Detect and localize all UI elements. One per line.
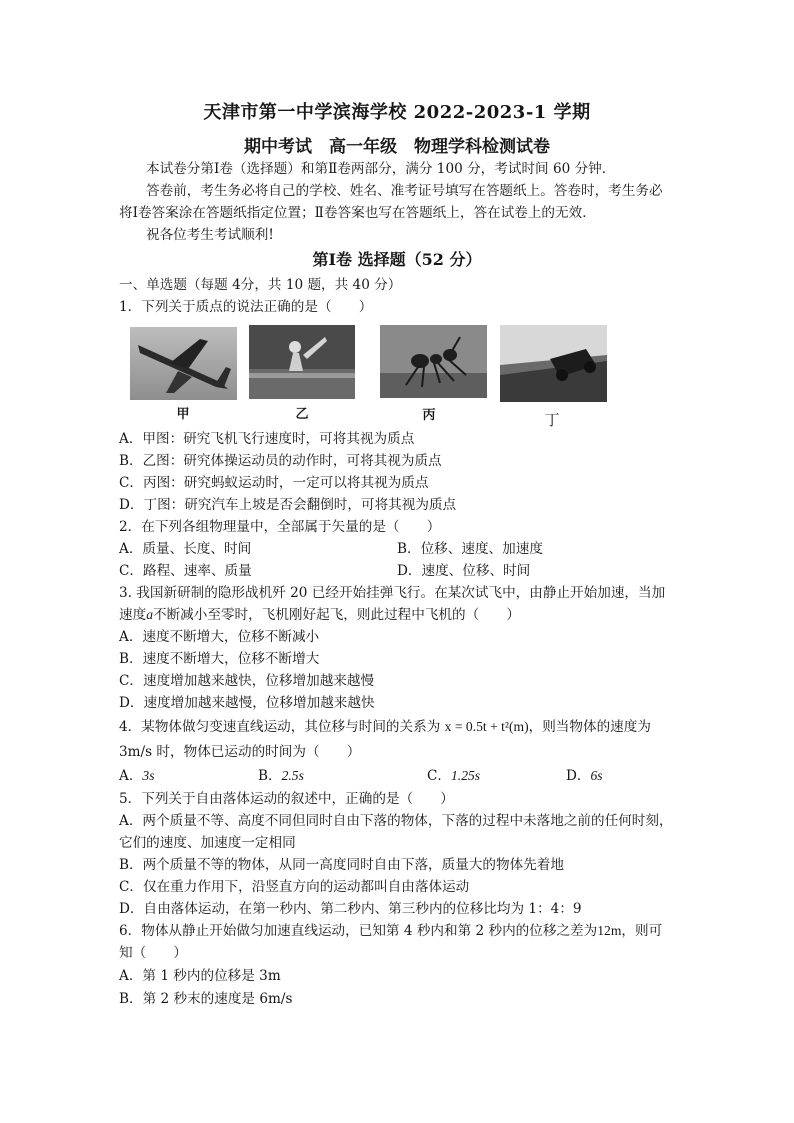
q5-option-c: C．仅在重力作用下，沿竖直方向的运动都叫自由落体运动 bbox=[119, 879, 470, 895]
photo-ant bbox=[380, 325, 487, 398]
caption-bing: 丙 bbox=[422, 408, 436, 423]
q6-stem-line2: 知（ ） bbox=[119, 945, 187, 961]
q6-stem-line1: 6．物体从静止开始做匀加速直线运动，已知第 4 秒内和第 2 秒内的位移之差为12m，则可 bbox=[119, 923, 663, 939]
q1-option-b: B．乙图：研究体操运动员的动作时，可将其视为质点 bbox=[119, 453, 442, 469]
q6-option-a: A．第 1 秒内的位移是 3m bbox=[119, 968, 281, 984]
q3-option-b: B．速度不断增大，位移不断增大 bbox=[119, 651, 320, 667]
q5-option-a-line2: 它们的速度、加速度一定相同 bbox=[119, 835, 296, 851]
exam-title-line2: 期中考试 高一年级 物理学科检测试卷 bbox=[244, 137, 550, 157]
q4-stem-line1: 4．某物体做匀变速直线运动，其位移与时间的关系为 x = 0.5t + t²(m)，则当物体的速度为 bbox=[119, 719, 651, 735]
q4-option-b: B．2.5s bbox=[258, 768, 304, 784]
q1-option-c: C．丙图：研究蚂蚁运动时，一定可以将其视为质点 bbox=[119, 475, 429, 491]
q5-option-b: B．两个质量不等的物体，从同一高度同时自由下落，质量大的物体先着地 bbox=[119, 857, 564, 873]
intro-line-2: 答卷前，考生务必将自己的学校、姓名、准考证号填写在答题纸上。答卷时，考生务必 bbox=[146, 183, 663, 199]
q3-stem-line2: 速度a不断减小至零时，飞机刚好起飞，则此过程中飞机的（ ） bbox=[119, 607, 521, 623]
section-title: 第Ⅰ卷 选择题（52 分） bbox=[312, 250, 482, 269]
q2-option-a: A．质量、长度、时间 bbox=[119, 541, 252, 557]
q2-stem: 2．在下列各组物理量中，全部属于矢量的是（ ） bbox=[119, 519, 441, 535]
intro-line-3: 将Ⅰ卷答案涂在答题纸指定位置；Ⅱ卷答案也写在答题纸上，答在试卷上的无效． bbox=[119, 205, 596, 221]
q4-option-d: D．6s bbox=[566, 768, 603, 784]
q1-option-a: A．甲图：研究飞机飞行速度时，可将其视为质点 bbox=[119, 431, 415, 447]
q6-option-b: B．第 2 秒末的速度是 6m/s bbox=[119, 991, 293, 1007]
q4-stem-line2: 3m/s 时，物体已运动的时间为（ ） bbox=[119, 744, 361, 760]
q1-stem: 1．下列关于质点的说法正确的是（ ） bbox=[119, 299, 373, 315]
caption-yi: 乙 bbox=[295, 407, 309, 422]
q2-option-b: B．位移、速度、加速度 bbox=[397, 541, 543, 557]
q3-option-c: C．速度增加越来越快，位移增加越来越慢 bbox=[119, 673, 375, 689]
caption-jia: 甲 bbox=[176, 407, 190, 422]
q4-option-a: A．3s bbox=[119, 768, 155, 784]
photo-car bbox=[500, 325, 607, 402]
q2-option-d: D．速度、位移、时间 bbox=[397, 563, 531, 579]
q5-option-a-line1: A．两个质量不等、高度不同但同时自由下落的物体，下落的过程中未落地之前的任何时刻， bbox=[119, 813, 673, 829]
photo-gymnast bbox=[249, 325, 355, 399]
q2-option-c: C．路程、速率、质量 bbox=[119, 563, 252, 579]
caption-ding: 丁 bbox=[544, 411, 560, 429]
intro-line-1: 本试卷分第Ⅰ卷（选择题）和第Ⅱ卷两部分，满分 100 分，考试时间 60 分钟． bbox=[146, 161, 616, 177]
q3-option-d: D．速度增加越来越慢，位移增加越来越快 bbox=[119, 695, 375, 711]
q3-stem-line1: 3. 我国新研制的隐形战机歼 20 已经开始挂弹飞行。在某次试飞中，由静止开始加速，当加 bbox=[119, 585, 666, 601]
q5-option-d: D．自由落体运动，在第一秒内、第二秒内、第三秒内的位移比均为 1：4：9 bbox=[119, 901, 582, 917]
q4-formula: x = 0.5t + t²(m) bbox=[444, 719, 529, 734]
q1-option-d: D．丁图：研究汽车上坡是否会翻倒时，可将其视为质点 bbox=[119, 497, 457, 513]
part1-heading: 一、单选题（每题 4分，共 10 题，共 40 分） bbox=[119, 277, 402, 293]
q4-option-c: C．1.25s bbox=[427, 768, 481, 784]
photo-airplane bbox=[130, 327, 237, 400]
q3-option-a: A．速度不断增大，位移不断减小 bbox=[119, 629, 320, 645]
q5-stem: 5．下列关于自由落体运动的叙述中，正确的是（ ） bbox=[119, 791, 454, 807]
exam-title-line1: 天津市第一中学滨海学校 2022-2023-1 学期 bbox=[203, 102, 591, 123]
intro-line-4: 祝各位考生考试顺利! bbox=[146, 227, 274, 243]
